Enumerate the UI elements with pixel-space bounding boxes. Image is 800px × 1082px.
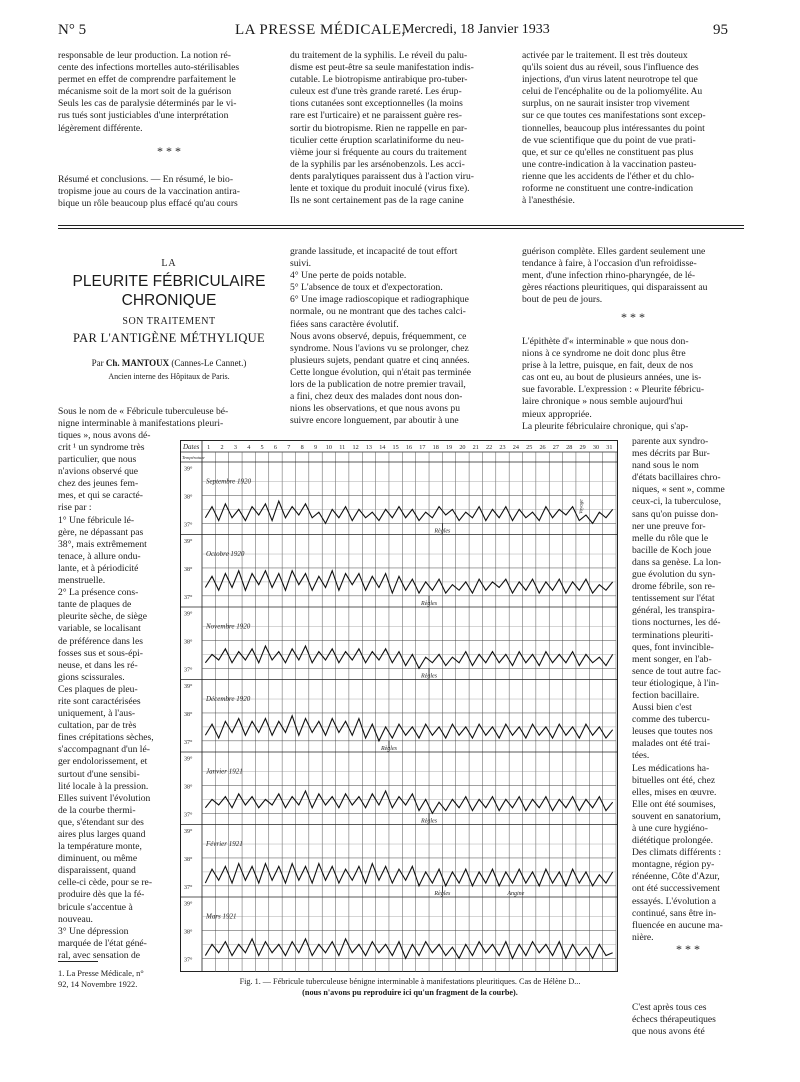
section-separator-3: * * *: [676, 942, 700, 956]
top-col1-line: permet en effet de comprendre parfaitement le: [58, 74, 236, 86]
col2-line: 6° Une image radioscopique et radiographique: [290, 294, 469, 306]
col2-line: Nous avons observé, depuis, fréquemment, ce: [290, 330, 467, 342]
tick-37: 37°: [184, 739, 193, 746]
col1-line: 2° La présence cons-: [58, 587, 139, 599]
col3-narrow-line: sans qu'on puisse don-: [632, 508, 719, 520]
temperature-curve: [205, 646, 612, 668]
col1-line: menstruelle.: [58, 575, 106, 587]
col3-narrow-line: ment songer, en l'ab-: [632, 653, 712, 665]
tick-39: 39°: [184, 611, 193, 618]
dates-label: Dates: [183, 443, 200, 451]
col3-narrow-line: nand sous le nom: [632, 460, 699, 472]
top-col1-line: rus tués sont justiciables d'une interprétation: [58, 110, 229, 122]
col3-mid-line: La pleurite fébriculaire chronique, qui s'ap-: [522, 420, 689, 432]
day-label: 16: [405, 444, 413, 451]
col1-line: bricule s'accentue à: [58, 901, 133, 913]
col1-line: aires plus larges quand: [58, 829, 146, 840]
top-col2-line: culeux est d'une très grande rareté. Les érup-: [290, 86, 462, 98]
col1-line: produire dès que la fé-: [58, 889, 145, 901]
footnote-line: 1. La Presse Médicale, n°: [58, 969, 144, 978]
col3-narrow-line: melle du rôle que le: [632, 532, 709, 544]
temperature-curve: [205, 791, 612, 813]
col1-line: n'avions observé que: [58, 466, 139, 478]
top-col2-line: sortir du biotropisme. Rien ne rappelle en par-: [290, 122, 468, 134]
col1-line: diminuent, ou même: [58, 853, 138, 865]
col1-line: tenace, à allure ondu-: [58, 550, 141, 562]
col3-top-line: tendance à faire, à l'occasion d'un refroidisse-: [522, 258, 697, 270]
month-label: Septembre 1920: [206, 477, 252, 486]
col1-line: gions scissurales.: [58, 671, 125, 683]
day-label: 18: [432, 444, 439, 451]
top-col3-line: surplus, on ne saurait insister trop vivement: [522, 98, 690, 110]
col3-narrow-line: niques, « sent », comme: [632, 484, 725, 496]
regles-label: Règles: [434, 528, 451, 535]
top-col1-line: mécanisme soit de la mort soit de la guérison: [58, 86, 232, 98]
col1-line: ral, avec sensation de: [58, 949, 141, 961]
top-col3-line: de vue scientifique que du point de vue prati-: [522, 134, 696, 146]
col1-line: 38°, mais extrêmement: [58, 538, 147, 550]
col3-narrow-line: Elle ont été soumises,: [632, 798, 716, 810]
col3-mid-line: L'épithète d'« interminable » que nous don-: [522, 336, 689, 347]
regles-label: Règles: [421, 600, 438, 607]
day-label: 15: [392, 444, 399, 451]
col3-narrow-line: à une cure hygiéno-: [632, 823, 708, 834]
tick-38: 38°: [184, 856, 193, 863]
col1-line: que, s'étendant sur des: [58, 816, 144, 828]
top-column-3: [522, 50, 744, 207]
col3-mid-line: mieux appropriée.: [522, 408, 592, 420]
col3-narrow-line: fluencée en aucune ma-: [632, 919, 723, 931]
col1-line: mes, et qui se caracté-: [58, 490, 143, 502]
section-divider-2: [58, 228, 744, 229]
col3-narrow-line: diététique prolongée.: [632, 835, 713, 847]
col3-top-line: bout de peu de jours.: [522, 294, 603, 306]
col3-narrow-line: rénéenne, Côte d'Azur,: [632, 871, 720, 883]
col1-line: particulier, que nous: [58, 454, 137, 466]
temperature-curve: [205, 501, 612, 523]
tick-38: 38°: [184, 711, 193, 718]
article-column-3-top: [522, 246, 744, 306]
day-label: 29: [579, 444, 586, 451]
top-col2-line: tions cutanées sont exceptionnelles (la moins: [290, 98, 463, 110]
day-label: 25: [526, 444, 533, 451]
col3-narrow-line: Aussi bien c'est: [632, 702, 692, 714]
section-separator-2: * * *: [621, 310, 645, 324]
angine-label: Angine: [507, 890, 525, 897]
col1-line: rite sont caractérisées: [58, 695, 141, 707]
day-label: 7: [287, 444, 291, 451]
day-label: 26: [539, 444, 546, 451]
col1-line: uniquement, à l'aus-: [58, 708, 136, 720]
regles-label: Règles: [380, 745, 397, 752]
col3-narrow-line: ceux-ci, la tuberculose,: [632, 496, 721, 508]
footnote-rule: [58, 961, 98, 962]
day-label: 12: [352, 444, 359, 451]
top-col1-line: Seuls les cas de paralysie déterminés par le vi-: [58, 98, 237, 110]
figure-caption-line-1: Fig. 1. — Fébricule tuberculeuse bénigne interminable à manifestations pleuritiques. Cas de Hélène D...: [239, 977, 581, 986]
col3-narrow-line: Les médications ha-: [632, 762, 710, 774]
tick-38: 38°: [184, 566, 193, 573]
author-affiliation: Ancien interne des Hôpitaux de Paris.: [108, 372, 230, 381]
top-col3-line: rienne que les accidents de l'éther et du chlo-: [522, 170, 695, 182]
month-label: Décembre 1920: [206, 695, 251, 704]
col3-narrow-line: ner une preuve for-: [632, 520, 706, 532]
top-col2-line: du traitement de la syphilis. Le réveil du palu-: [290, 50, 468, 61]
col3-mid-line: prise à la lettre, puisque, en fait, deux de nos: [522, 360, 694, 372]
col3-end-line: que nous avons été: [632, 1026, 705, 1038]
col1-line: chez des jeunes fem-: [58, 478, 139, 490]
col3-narrow-line: bacille de Koch joue: [632, 544, 712, 556]
day-label: 2: [220, 444, 224, 451]
col1-line: tante de plaques de: [58, 599, 132, 611]
col3-narrow-line: drome fébrile, son re-: [632, 581, 716, 593]
col3-mid-line: nions à ce syndrome ne doit donc plus être: [522, 348, 686, 360]
col2-line: suivre encore longuement, par aboutir à une: [290, 415, 459, 427]
col3-narrow-line: bituelles ont été, chez: [632, 774, 716, 786]
day-label: 19: [445, 444, 453, 451]
top-col3-line: que, et sur ce qu'elles ne constituent pas plus: [522, 146, 694, 158]
day-label: 31: [606, 444, 613, 451]
tick-38: 38°: [184, 929, 193, 936]
day-label: 11: [339, 444, 346, 451]
top-col3-line: roforme ne constituent une contre-indication: [522, 183, 694, 195]
col3-narrow-line: fection bacillaire.: [632, 689, 700, 701]
temperature-curve: [205, 864, 612, 886]
top-col2-line: rare est l'urticaire) et ne paraissent guère res-: [290, 110, 462, 122]
tick-37: 37°: [184, 884, 193, 891]
col1-line: la température monte,: [58, 841, 142, 853]
col1-line: disparaissent, quand: [58, 865, 136, 877]
footnote: [58, 968, 170, 990]
col3-narrow-line: général, les transpira-: [632, 605, 715, 617]
figure-caption-line-2: (nous n'avons pu reproduire ici qu'un fragment de la courbe).: [302, 988, 518, 997]
top-col1b-line: Résumé et conclusions. — En résumé, le bio-: [58, 174, 234, 185]
col1-line: rise par :: [58, 502, 92, 514]
col2-line: suivi.: [290, 258, 312, 270]
top-col1b-line: bique un rôle beaucoup plus effacé qu'au cours: [58, 198, 238, 210]
col2-line: syndrome. Nous l'avions vu se prolonger, chez: [290, 342, 469, 354]
tick-39: 39°: [184, 466, 193, 473]
top-col3-line: tionnelles, beaucoup plus intéressantes du point: [522, 122, 705, 134]
col1-line: lité locale à la pression.: [58, 780, 149, 792]
footnote-line: 92, 14 Novembre 1922.: [58, 980, 138, 989]
day-label: 28: [566, 444, 573, 451]
article-column-3-narrow: [632, 436, 744, 944]
day-label: 10: [325, 444, 332, 451]
month-label: Novembre 1920: [206, 622, 251, 631]
col2-line: nions les observations, et que nous avons pu: [290, 403, 461, 415]
col1-line: Ces plaques de pleu-: [58, 683, 138, 695]
top-col1-line: cente des infections mortelles auto-stérilisables: [58, 62, 240, 74]
top-col2-line: dents paralytiques paraissent dus à l'action viru-: [290, 170, 474, 182]
col1-line: 1° Une fébricule lé-: [58, 514, 135, 526]
temperature-label: Température: [182, 455, 205, 460]
article-column-1-intro: [58, 406, 280, 442]
tick-39: 39°: [184, 901, 193, 908]
tick-37: 37°: [184, 594, 193, 601]
month-label: Février 1921: [206, 840, 243, 849]
col3-narrow-line: tions nocturnes, les dé-: [632, 617, 721, 629]
top-col3-line: injections, d'un virus latent neurotrope tel que: [522, 74, 698, 86]
day-label: 8: [300, 444, 304, 451]
article-subtitle-1: SON TRAITEMENT: [122, 316, 216, 327]
top-col2-line: vième jour si fréquente au cours du traitement: [290, 146, 467, 158]
top-col3-line: activée par le traitement. Il est très douteux: [522, 50, 688, 61]
col1-line: fosses sus et sous-épi-: [58, 647, 144, 659]
title-article: LA: [161, 258, 177, 269]
day-label: 13: [365, 444, 373, 451]
col3-narrow-line: tentissement sur l'état: [632, 593, 715, 605]
regles-label: Règles: [421, 673, 438, 680]
journal-name: LA PRESSE MÉDICALE,: [235, 22, 406, 38]
col3-narrow-line: sence de tout autre fac-: [632, 665, 721, 677]
col1-line: ger endolorissement, et: [58, 756, 148, 768]
tick-39: 39°: [184, 829, 193, 836]
col3-mid-line: laire chronique » nous semble aujourd'hui: [522, 396, 683, 408]
col3-end-line: échecs thérapeutiques: [632, 1014, 716, 1026]
temperature-chart: [180, 440, 618, 972]
month-label: Janvier 1921: [206, 767, 243, 776]
col3-narrow-line: Des climats différents :: [632, 847, 722, 859]
top-col1-line: légèrement différente.: [58, 122, 143, 134]
article-column-3-middle: [522, 336, 744, 433]
col2-line: fiées sans caractère évolutif.: [290, 318, 399, 330]
tick-37: 37°: [184, 812, 193, 819]
col1-line: variable, se localisant: [58, 623, 141, 635]
col3-top-line: gères réactions pleuritiques, qui disparaissent au: [522, 282, 708, 294]
day-label: 27: [552, 444, 559, 451]
author-location: (Cannes-Le Cannet.): [171, 358, 247, 368]
tick-38: 38°: [184, 639, 193, 646]
col1-line: de préférence dans les: [58, 635, 143, 647]
col3-narrow-line: d'états bacillaires chro-: [632, 472, 721, 484]
tick-37: 37°: [184, 667, 193, 674]
intro-line: Sous le nom de « Fébricule tuberculeuse bé-: [58, 406, 229, 417]
day-label: 6: [273, 444, 277, 451]
tick-38: 38°: [184, 784, 193, 791]
day-label: 20: [459, 444, 466, 451]
tick-37: 37°: [184, 522, 193, 529]
col3-narrow-line: essayés. L'évolution a: [632, 895, 717, 907]
day-label: 1: [207, 444, 211, 451]
col3-narrow-line: terminations pleuriti-: [632, 629, 714, 641]
temperature-curve: [205, 939, 612, 959]
top-col2-line: de la syphilis par les arsénobenzols. Les acci-: [290, 158, 465, 170]
tick-37: 37°: [184, 957, 193, 964]
figure-caption: [180, 976, 640, 998]
day-label: 14: [379, 444, 386, 451]
regles-label: Règles: [421, 818, 438, 825]
voyage-label: Voyage: [579, 499, 585, 514]
col3-narrow-line: souvent en sanatorium,: [632, 810, 721, 822]
month-label: Octobre 1920: [206, 550, 245, 559]
top-col2-line: Ils ne sont certainement pas de la rage canine: [290, 195, 464, 207]
day-label: 30: [592, 444, 600, 451]
section-separator: * * *: [157, 144, 181, 158]
byline-par: Par: [91, 358, 104, 368]
byline: [58, 358, 280, 368]
col1-line: lante, et à périodicité: [58, 562, 139, 574]
day-label: 3: [233, 444, 237, 451]
top-col3-line: une contre-indication à la vaccination pasteu-: [522, 158, 697, 170]
day-label: 5: [260, 444, 264, 451]
col1-line: cultation, par de très: [58, 720, 137, 732]
top-col3-line: qu'ils soient dus au réveil, sous l'influence des: [522, 62, 699, 74]
col2-line: Cette longue évolution, qui n'était pas terminée: [290, 366, 472, 378]
col1-line: Elles suivent l'évolution: [58, 792, 151, 804]
col1-line: celle-ci cède, pour se re-: [58, 877, 153, 889]
article-title-line-2: CHRONIQUE: [121, 292, 217, 309]
col2-line: 4° Une perte de poids notable.: [290, 270, 407, 282]
day-label: 21: [472, 444, 479, 451]
col1-line: crit ¹ un syndrome très: [58, 442, 145, 453]
article-column-2: [290, 246, 512, 427]
col1-line: surtout d'une sensibi-: [58, 768, 140, 780]
regles-label: Règles: [434, 890, 451, 897]
section-divider: [58, 225, 744, 226]
article-column-3-end: [632, 1002, 744, 1038]
col2-line: normale, ou ne montrant que des taches calci-: [290, 306, 466, 318]
col3-narrow-line: elles, mises en œuvre.: [632, 786, 717, 798]
col3-narrow-line: continué, sans être in-: [632, 907, 717, 919]
col2-line: a fini, chez deux des malades dont nous don-: [290, 391, 463, 403]
col1-line: gère, ne dépassant pas: [58, 526, 144, 538]
col3-narrow-line: malades ont été trai-: [632, 738, 711, 750]
day-label: 4: [247, 444, 251, 451]
top-column-2: [290, 50, 512, 207]
top-col3-line: sur ce que toutes ces manifestations sont excep-: [522, 110, 706, 122]
article-column-1-narrow: [58, 442, 170, 962]
col1-line: de la courbe thermi-: [58, 804, 136, 816]
col3-narrow-line: mes décrits par Bur-: [632, 448, 710, 460]
col3-narrow-line: nière.: [632, 931, 654, 943]
top-col2-line: ticulier cette éruption scarlatiniforme du neu-: [290, 134, 464, 146]
col3-narrow-line: gue évolution du syn-: [632, 569, 716, 581]
top-col3-line: celui de l'encéphalite ou de la poliomyélite. Au: [522, 86, 703, 98]
col3-mid-line: cas ont eu, au bout de plusieurs années, une is-: [522, 372, 702, 384]
day-label: 23: [499, 444, 506, 451]
col1-line: pleurite sèche, de siège: [58, 611, 147, 623]
month-label: Mars 1921: [206, 912, 237, 921]
col3-narrow-line: ques, font invincible-: [632, 641, 714, 653]
issue-number: N° 5: [58, 22, 87, 38]
col3-narrow-line: parente aux syndro-: [632, 436, 709, 447]
col2-line: grande lassitude, et incapacité de tout effort: [290, 246, 458, 257]
top-column-1-conclusions: [58, 174, 280, 210]
col3-narrow-line: montagne, région py-: [632, 859, 715, 871]
col1-line: s'accompagnant d'un lé-: [58, 744, 150, 756]
top-col2-line: cutable. Le biotropisme antirabique pro-tuber-: [290, 74, 468, 86]
col3-narrow-line: ont été successivement: [632, 883, 720, 895]
col3-mid-line: sue favorable. L'expression : « Pleurite fébricu-: [522, 384, 705, 396]
col3-top-line: ment, d'une infection rhino-pharyngée, de lé-: [522, 270, 696, 282]
col3-narrow-line: dans sa genèse. La lon-: [632, 556, 722, 568]
col1-line: 3° Une dépression: [58, 925, 129, 937]
day-label: 24: [512, 444, 519, 451]
top-col3-line: à l'anesthésie.: [522, 195, 575, 207]
col1-line: neuse, et dans les ré-: [58, 659, 138, 671]
top-col2-line: lente et toxique du produit inoculé (virus fixe).: [290, 183, 470, 195]
col1-line: marquée de l'état géné-: [58, 937, 147, 949]
col2-line: 5° L'absence de toux et d'expectoration.: [290, 282, 443, 294]
issue-date: Mercredi, 18 Janvier 1933: [402, 22, 550, 37]
top-column-1: [58, 50, 280, 135]
day-label: 17: [419, 444, 426, 451]
col3-narrow-line: tées.: [632, 750, 650, 762]
top-col1b-line: tropisme joue au cours de la vaccination antira-: [58, 186, 240, 198]
tick-39: 39°: [184, 539, 193, 546]
col3-narrow-line: comme des tubercu-: [632, 714, 710, 726]
temperature-curve: [205, 716, 612, 741]
tick-39: 39°: [184, 756, 193, 763]
article-subtitle-2: PAR L'ANTIGÈNE MÉTHYLIQUE: [73, 331, 265, 345]
top-col2-line: disme est peut-être sa seule manifestation indis-: [290, 62, 474, 74]
col3-narrow-line: teur étiologique, à l'in-: [632, 677, 719, 689]
day-label: 9: [313, 444, 318, 451]
day-label: 22: [486, 444, 493, 451]
col2-line: plusieurs sujets, pendant quatre et cinq années.: [290, 354, 470, 366]
intro-line: nigne interminable à manifestations pleuri-: [58, 418, 224, 430]
intro-line: tiques », nous avons dé-: [58, 430, 151, 442]
col3-end-line: C'est après tous ces: [632, 1002, 707, 1013]
col1-line: fines crépitations sèches,: [58, 732, 154, 744]
col1-line: nouveau.: [58, 913, 93, 925]
col3-narrow-line: leuses que toutes nos: [632, 726, 713, 738]
col2-line: lors de la publication de notre premier travail,: [290, 379, 466, 391]
col3-top-line: guérison complète. Elles gardent seulement une: [522, 246, 706, 257]
author-name: Ch. MANTOUX: [105, 358, 170, 368]
tick-39: 39°: [184, 684, 193, 691]
top-col1-line: responsable de leur production. La notion ré-: [58, 50, 231, 61]
page-number: 95: [713, 22, 728, 38]
article-title-line-1: PLEURITE FÉBRICULAIRE: [72, 273, 266, 290]
tick-38: 38°: [184, 494, 193, 501]
